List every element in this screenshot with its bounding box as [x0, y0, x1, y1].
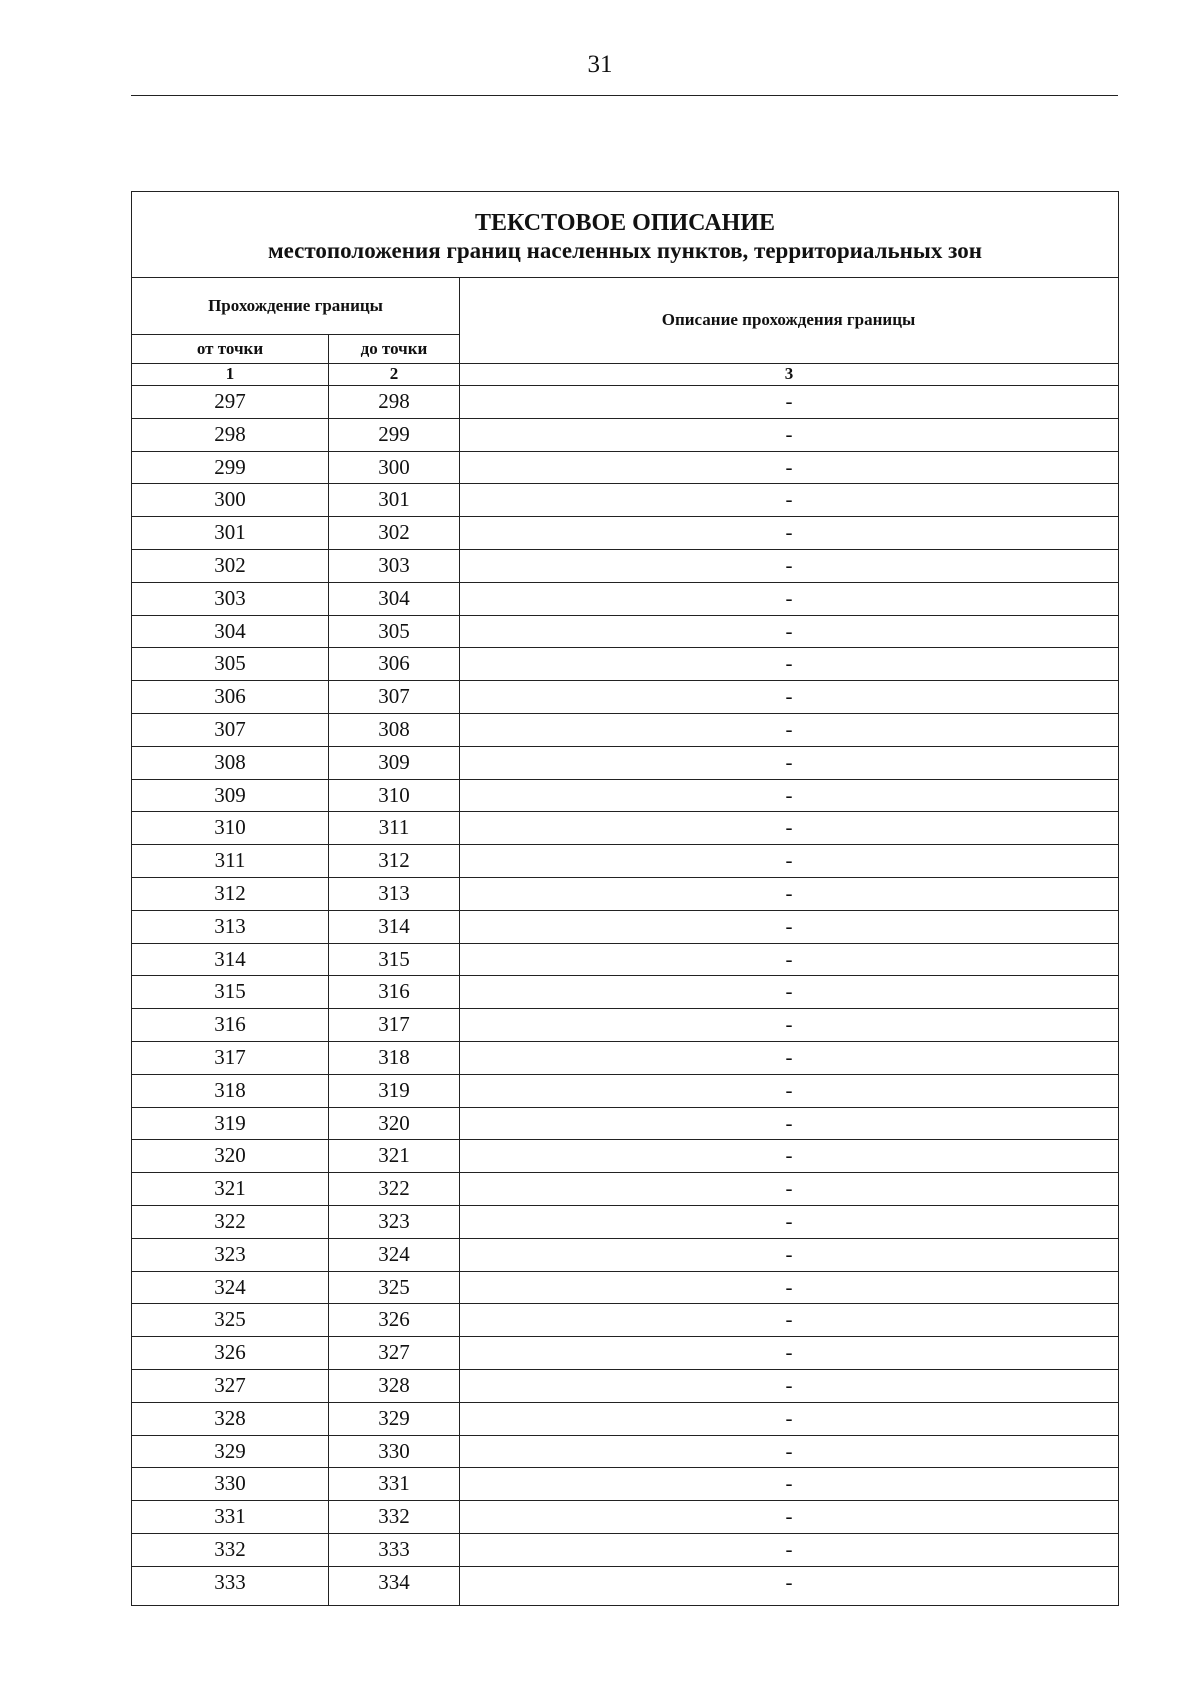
to-point-cell: 329 — [329, 1403, 460, 1435]
to-point-cell: 330 — [329, 1436, 460, 1468]
from-point-cell: 308 — [132, 747, 329, 779]
description-cell: - — [785, 454, 793, 479]
table-row — [132, 1075, 1118, 1108]
column-number-2: 2 — [329, 364, 460, 385]
to-point-cell: 308 — [329, 714, 460, 746]
to-point-cell: 328 — [329, 1370, 460, 1402]
from-point-cell: 304 — [132, 616, 329, 648]
to-point-cell: 318 — [329, 1042, 460, 1074]
from-point-cell: 319 — [132, 1108, 329, 1140]
table-row — [132, 1009, 1118, 1042]
table-row — [132, 1206, 1118, 1239]
to-point-cell: 323 — [329, 1206, 460, 1238]
to-point-cell: 322 — [329, 1173, 460, 1205]
description-cell: - — [785, 1569, 793, 1594]
to-point-cell: 298 — [329, 386, 460, 418]
table-row — [132, 1140, 1118, 1173]
from-point-cell: 313 — [132, 911, 329, 943]
to-point-cell: 313 — [329, 878, 460, 910]
column-number-1: 1 — [132, 364, 329, 385]
description-cell: - — [785, 1176, 793, 1201]
header-description: Описание прохождения границы — [661, 310, 916, 329]
description-cell: - — [785, 946, 793, 971]
to-point-cell: 326 — [329, 1304, 460, 1336]
header-rule — [131, 95, 1118, 96]
table-row — [132, 517, 1118, 550]
from-point-cell: 312 — [132, 878, 329, 910]
description-cell: - — [785, 1241, 793, 1266]
from-point-cell: 305 — [132, 648, 329, 680]
from-point-cell: 329 — [132, 1436, 329, 1468]
to-point-cell: 311 — [329, 812, 460, 844]
description-cell: - — [785, 782, 793, 807]
table-row — [132, 1370, 1118, 1403]
description-cell: - — [785, 1372, 793, 1397]
table-row — [132, 1304, 1118, 1337]
to-point-cell: 317 — [329, 1009, 460, 1041]
table-row — [132, 878, 1118, 911]
to-point-cell: 316 — [329, 976, 460, 1008]
from-point-cell: 331 — [132, 1501, 329, 1533]
table-row — [132, 1173, 1118, 1206]
from-point-cell: 317 — [132, 1042, 329, 1074]
table-row — [132, 1042, 1118, 1075]
from-point-cell: 332 — [132, 1534, 329, 1566]
to-point-cell: 312 — [329, 845, 460, 877]
from-point-cell: 307 — [132, 714, 329, 746]
description-cell: - — [785, 1504, 793, 1529]
from-point-cell: 321 — [132, 1173, 329, 1205]
description-cell: - — [785, 1143, 793, 1168]
table-row — [132, 1567, 1118, 1605]
column-number-row — [132, 364, 1118, 386]
table-row — [132, 452, 1118, 485]
to-point-cell: 333 — [329, 1534, 460, 1566]
from-point-cell: 318 — [132, 1075, 329, 1107]
to-point-cell: 315 — [329, 944, 460, 976]
table-subtitle: местоположения границ населенных пунктов, территориальных зон — [268, 238, 982, 263]
from-point-cell: 311 — [132, 845, 329, 877]
description-cell: - — [785, 1536, 793, 1561]
from-point-cell: 301 — [132, 517, 329, 549]
to-point-cell: 302 — [329, 517, 460, 549]
description-cell: - — [785, 1471, 793, 1496]
table-row — [132, 812, 1118, 845]
column-number-3: 3 — [784, 364, 794, 383]
table-row — [132, 1337, 1118, 1370]
description-cell: - — [785, 1077, 793, 1102]
header-to-point: до точки — [329, 335, 460, 363]
from-point-cell: 298 — [132, 419, 329, 451]
table-row — [132, 648, 1118, 681]
description-cell: - — [785, 1274, 793, 1299]
table-row — [132, 944, 1118, 977]
table-row — [132, 1403, 1118, 1436]
from-point-cell: 310 — [132, 812, 329, 844]
from-point-cell: 314 — [132, 944, 329, 976]
description-cell: - — [785, 1208, 793, 1233]
to-point-cell: 300 — [329, 452, 460, 484]
to-point-cell: 304 — [329, 583, 460, 615]
table-row — [132, 616, 1118, 649]
description-cell: - — [785, 1012, 793, 1037]
from-point-cell: 306 — [132, 681, 329, 713]
from-point-cell: 302 — [132, 550, 329, 582]
to-point-cell: 325 — [329, 1272, 460, 1304]
description-cell: - — [785, 1340, 793, 1365]
table-row — [132, 1239, 1118, 1272]
description-cell: - — [785, 487, 793, 512]
from-point-cell: 333 — [132, 1567, 329, 1605]
description-cell: - — [785, 389, 793, 413]
table-row — [132, 386, 1118, 419]
description-cell: - — [785, 749, 793, 774]
table-row — [132, 1501, 1118, 1534]
table-title-block — [132, 192, 1118, 278]
boundary-description-table — [131, 191, 1119, 1606]
to-point-cell: 309 — [329, 747, 460, 779]
table-row — [132, 1468, 1118, 1501]
description-cell: - — [785, 979, 793, 1004]
from-point-cell: 300 — [132, 484, 329, 516]
table-row — [132, 976, 1118, 1009]
table-row — [132, 780, 1118, 813]
description-cell: - — [785, 880, 793, 905]
from-point-cell: 326 — [132, 1337, 329, 1369]
to-point-cell: 305 — [329, 616, 460, 648]
to-point-cell: 301 — [329, 484, 460, 516]
description-cell: - — [785, 421, 793, 446]
from-point-cell: 320 — [132, 1140, 329, 1172]
to-point-cell: 327 — [329, 1337, 460, 1369]
from-point-cell: 325 — [132, 1304, 329, 1336]
from-point-cell: 322 — [132, 1206, 329, 1238]
description-cell: - — [785, 848, 793, 873]
to-point-cell: 310 — [329, 780, 460, 812]
description-cell: - — [785, 1044, 793, 1069]
to-point-cell: 332 — [329, 1501, 460, 1533]
description-cell: - — [785, 1405, 793, 1430]
description-cell: - — [785, 1110, 793, 1135]
to-point-cell: 321 — [329, 1140, 460, 1172]
description-cell: - — [785, 1307, 793, 1332]
from-point-cell: 309 — [132, 780, 329, 812]
from-point-cell: 316 — [132, 1009, 329, 1041]
from-point-cell: 323 — [132, 1239, 329, 1271]
page-number: 31 — [587, 51, 613, 78]
to-point-cell: 306 — [329, 648, 460, 680]
table-row — [132, 714, 1118, 747]
to-point-cell: 324 — [329, 1239, 460, 1271]
description-cell: - — [785, 913, 793, 938]
from-point-cell: 303 — [132, 583, 329, 615]
table-row — [132, 747, 1118, 780]
to-point-cell: 299 — [329, 419, 460, 451]
from-point-cell: 324 — [132, 1272, 329, 1304]
to-point-cell: 314 — [329, 911, 460, 943]
to-point-cell: 331 — [329, 1468, 460, 1500]
to-point-cell: 303 — [329, 550, 460, 582]
description-cell: - — [785, 651, 793, 676]
table-row — [132, 484, 1118, 517]
table-row — [132, 845, 1118, 878]
description-cell: - — [785, 520, 793, 545]
to-point-cell: 307 — [329, 681, 460, 713]
from-point-cell: 297 — [132, 386, 329, 418]
table-row — [132, 911, 1118, 944]
from-point-cell: 315 — [132, 976, 329, 1008]
to-point-cell: 319 — [329, 1075, 460, 1107]
table-row — [132, 1272, 1118, 1305]
description-cell: - — [785, 1438, 793, 1463]
table-row — [132, 1108, 1118, 1141]
table-title: ТЕКСТОВОЕ ОПИСАНИЕ — [474, 210, 775, 236]
from-point-cell: 299 — [132, 452, 329, 484]
table-body — [132, 386, 1118, 1605]
table-row — [132, 681, 1118, 714]
table-header — [132, 278, 1118, 364]
description-cell: - — [785, 684, 793, 709]
table-row — [132, 1534, 1118, 1567]
header-from-point: от точки — [132, 335, 329, 363]
description-cell: - — [785, 552, 793, 577]
description-cell: - — [785, 716, 793, 741]
table-row — [132, 419, 1118, 452]
description-cell: - — [785, 585, 793, 610]
description-cell: - — [785, 618, 793, 643]
table-row — [132, 1436, 1118, 1469]
header-boundary-passage: Прохождение границы — [132, 278, 460, 335]
from-point-cell: 327 — [132, 1370, 329, 1402]
description-cell: - — [785, 815, 793, 840]
table-row — [132, 583, 1118, 616]
from-point-cell: 330 — [132, 1468, 329, 1500]
from-point-cell: 328 — [132, 1403, 329, 1435]
to-point-cell: 334 — [329, 1567, 460, 1605]
table-row — [132, 550, 1118, 583]
to-point-cell: 320 — [329, 1108, 460, 1140]
